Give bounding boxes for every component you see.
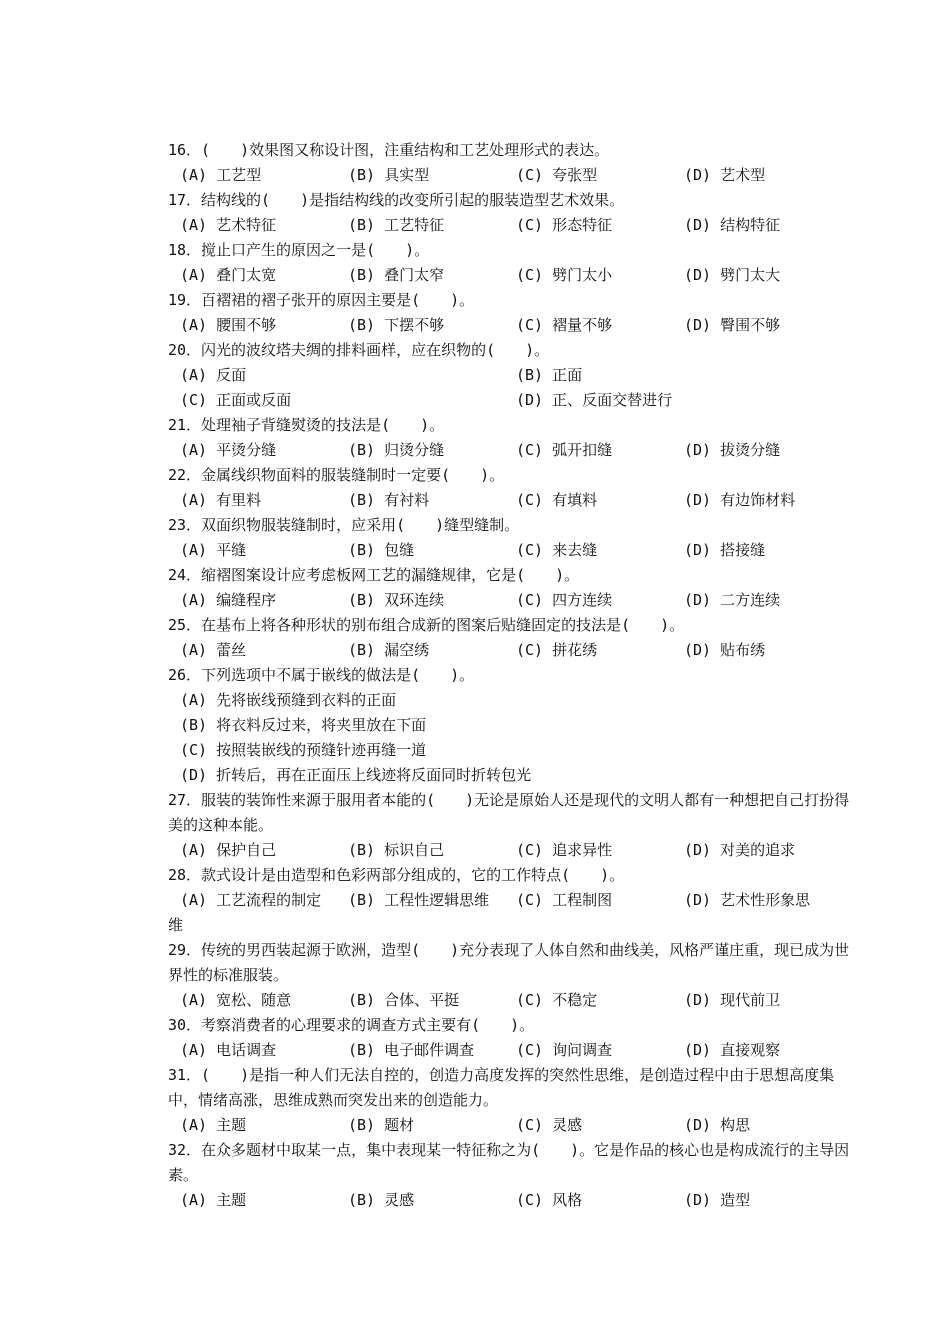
question-stem: 31．( )是指一种人们无法自控的，创造力高度发挥的突然性思维，是创造过程中由于思想高度集中，情绪高涨，思维成熟而突发出来的创造能力。 — [168, 1066, 835, 1109]
option-a: (A) 保护自己 — [180, 841, 277, 859]
question-stem: 28．款式设计是由造型和色彩两部分组成的，它的工作特点( )。 — [168, 866, 625, 884]
option-a: (A) 平缝 — [180, 541, 247, 559]
option-d: (D) 对美的追求 — [684, 841, 796, 859]
option-a: (A) 工艺型 — [180, 166, 262, 184]
option-b: (B) 下摆不够 — [348, 316, 445, 334]
question-item — [168, 1138, 858, 1213]
option-a: (A) 有里料 — [180, 491, 262, 509]
option-c: (C) 来去缝 — [516, 541, 598, 559]
option-a: (A) 工艺流程的制定 — [180, 891, 322, 909]
option-d: (D) 现代前卫 — [684, 991, 781, 1009]
question-item — [168, 1063, 858, 1138]
option-c: (C) 拼花绣 — [516, 641, 598, 659]
option-b: (B) 工程性逻辑思维 — [348, 891, 490, 909]
question-stem: 19．百褶裙的褶子张开的原因主要是( )。 — [168, 291, 475, 309]
option-c: (C) 四方连续 — [516, 591, 613, 609]
question-stem: 30．考察消费者的心理要求的调查方式主要有( )。 — [168, 1016, 535, 1034]
options-row — [168, 438, 858, 463]
options-row — [168, 488, 858, 513]
option-b: (B) 归烫分缝 — [348, 441, 445, 459]
option-b: (B) 双环连续 — [348, 591, 445, 609]
option-b: (B) 叠门太窄 — [348, 266, 445, 284]
option-c: (C) 追求异性 — [516, 841, 613, 859]
option-d: (D) 正、反面交替进行 — [516, 391, 673, 409]
option-b: (B) 具实型 — [348, 166, 430, 184]
option-d: (D) 二方连续 — [684, 591, 781, 609]
options-row — [168, 363, 858, 388]
question-stem: 24．缩褶图案设计应考虑板网工艺的漏缝规律，它是( )。 — [168, 566, 580, 584]
question-stem: 16．( )效果图又称设计图，注重结构和工艺处理形式的表达。 — [168, 141, 610, 159]
question-stem: 25．在基布上将各种形状的别布组合成新的图案后贴缝固定的技法是( )。 — [168, 616, 685, 634]
option-d: (D) 搭接缝 — [684, 541, 766, 559]
option-c: (C) 风格 — [516, 1191, 583, 1209]
option-c: (C) 正面或反面 — [180, 391, 292, 409]
options-row — [168, 263, 858, 288]
option-c: (C) 有填料 — [516, 491, 598, 509]
option-c: (C) 询问调查 — [516, 1041, 613, 1059]
question-item — [168, 463, 858, 513]
options-row — [168, 163, 858, 188]
option-d: (D) 直接观察 — [684, 1041, 781, 1059]
question-item — [168, 288, 858, 338]
option-c: (C) 弧开扣缝 — [516, 441, 613, 459]
options-row — [168, 888, 858, 913]
option-b: (B) 将衣料反过来，将夹里放在下面 — [180, 716, 427, 734]
options-row — [168, 988, 858, 1013]
options-row — [168, 1038, 858, 1063]
option-b: (B) 正面 — [516, 366, 583, 384]
question-stem: 27．服装的装饰性来源于服用者本能的( )无论是原始人还是现代的文明人都有一种想把自己打扮得美的这种本能。 — [168, 791, 850, 834]
option-a: (A) 编缝程序 — [180, 591, 277, 609]
option-b: (B) 电子邮件调查 — [348, 1041, 475, 1059]
option-b: (B) 包缝 — [348, 541, 415, 559]
question-item — [168, 413, 858, 463]
option-a: (A) 腰围不够 — [180, 316, 277, 334]
option-a: (A) 艺术特征 — [180, 216, 277, 234]
question-stem: 32．在众多题材中取某一点，集中表现某一特征称之为( )。它是作品的核心也是构成流行的主导因素。 — [168, 1141, 850, 1184]
question-item — [168, 563, 858, 613]
options-row — [168, 213, 858, 238]
option-c: (C) 工程制图 — [516, 891, 613, 909]
option-a: (A) 蕾丝 — [180, 641, 247, 659]
option-c: (C) 按照装嵌线的预缝针迹再缝一道 — [180, 741, 427, 759]
question-item — [168, 663, 858, 788]
option-d: (D) 臀围不够 — [684, 316, 781, 334]
option-b: (B) 灵感 — [348, 1191, 415, 1209]
option-c: (C) 褶量不够 — [516, 316, 613, 334]
option-d: (D) 结构特征 — [684, 216, 781, 234]
option-d: (D) 有边饰材料 — [684, 491, 796, 509]
option-a: (A) 电话调查 — [180, 1041, 277, 1059]
option-c: (C) 形态特征 — [516, 216, 613, 234]
option-d: (D) 艺术型 — [684, 166, 766, 184]
option-d: (D) 劈门太大 — [684, 266, 781, 284]
option-c: (C) 夸张型 — [516, 166, 598, 184]
question-item — [168, 938, 858, 1013]
question-item — [168, 238, 858, 288]
option-a: (A) 主题 — [180, 1191, 247, 1209]
option-a: (A) 反面 — [180, 366, 247, 384]
question-stem: 18．搅止口产生的原因之一是( )。 — [168, 241, 430, 259]
question-item — [168, 338, 858, 413]
options-row — [168, 388, 858, 413]
question-stem: 20．闪光的波纹塔夫绸的排料画样，应在织物的( )。 — [168, 341, 550, 359]
option-continuation: 维 — [168, 916, 184, 934]
question-item — [168, 613, 858, 663]
option-b: (B) 工艺特征 — [348, 216, 445, 234]
options-row — [168, 588, 858, 613]
question-item — [168, 513, 858, 563]
question-stem: 22．金属线织物面料的服装缝制时一定要( )。 — [168, 466, 505, 484]
option-d: (D) 折转后，再在正面压上线迹将反面同时折转包光 — [180, 766, 532, 784]
option-b: (B) 标识自己 — [348, 841, 445, 859]
option-c: (C) 灵感 — [516, 1116, 583, 1134]
question-item — [168, 188, 858, 238]
question-stem: 29．传统的男西装起源于欧洲，造型( )充分表现了人体自然和曲线美，风格严谨庄重，现已成为世界性的标准服装。 — [168, 941, 850, 984]
option-b: (B) 合体、平挺 — [348, 991, 460, 1009]
option-d: (D) 拔烫分缝 — [684, 441, 781, 459]
option-d: (D) 贴布绣 — [684, 641, 766, 659]
option-a: (A) 先将嵌线预缝到衣料的正面 — [180, 691, 397, 709]
question-item — [168, 1013, 858, 1063]
option-c: (C) 不稳定 — [516, 991, 598, 1009]
option-a: (A) 宽松、随意 — [180, 991, 292, 1009]
options-row — [168, 838, 858, 863]
question-list — [168, 138, 858, 1213]
option-c: (C) 劈门太小 — [516, 266, 613, 284]
question-stem: 17．结构线的( )是指结构线的改变所引起的服装造型艺术效果。 — [168, 191, 625, 209]
options-row — [168, 313, 858, 338]
options-row — [168, 638, 858, 663]
option-a: (A) 平烫分缝 — [180, 441, 277, 459]
question-stem: 26．下列选项中不属于嵌线的做法是( )。 — [168, 666, 475, 684]
options-row — [168, 1113, 858, 1138]
question-item — [168, 788, 858, 863]
option-d: (D) 艺术性形象思 — [684, 891, 811, 909]
options-row — [168, 538, 858, 563]
option-a: (A) 主题 — [180, 1116, 247, 1134]
option-b: (B) 题材 — [348, 1116, 415, 1134]
option-a: (A) 叠门太宽 — [180, 266, 277, 284]
question-stem: 23．双面织物服装缝制时，应采用( )缝型缝制。 — [168, 516, 520, 534]
question-item — [168, 863, 858, 938]
options-row — [168, 1188, 858, 1213]
question-stem: 21．处理袖子背缝熨烫的技法是( )。 — [168, 416, 445, 434]
option-d: (D) 构思 — [684, 1116, 751, 1134]
option-b: (B) 有衬料 — [348, 491, 430, 509]
option-d: (D) 造型 — [684, 1191, 751, 1209]
option-b: (B) 漏空绣 — [348, 641, 430, 659]
question-item — [168, 138, 858, 188]
